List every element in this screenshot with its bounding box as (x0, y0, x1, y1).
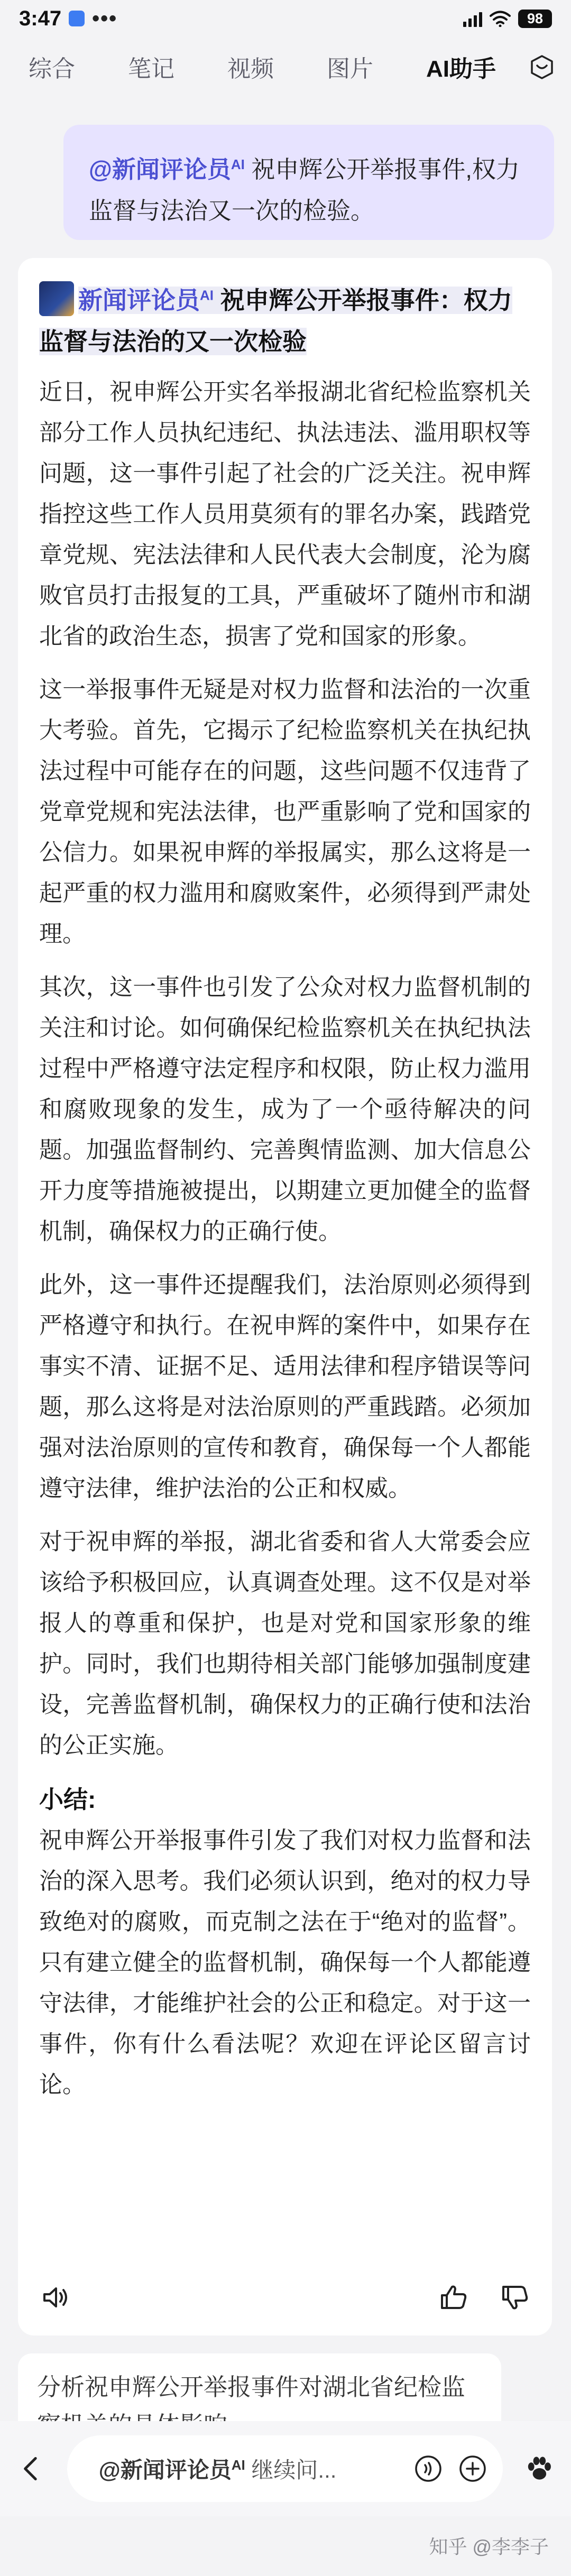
answer-paragraph: 其次，这一事件也引发了公众对权力监督机制的关注和讨论。如何确保纪检监察机关在执纪执法过程中严格遵守法定程序和权限，防止权力滥用和腐败现象的发生，成为了一个亟待解决的问题。加强监督制约、完善舆情监测、加大信息公开力度等措施被提出，以期建立更加健全的监督机制，确保权力的正确行使。 (39, 974, 531, 1245)
query-mention: @新闻评论员$^{AI}$ (89, 156, 245, 183)
answer-paragraph: 对于祝申辉的举报，湖北省委和省人大常委会应该给予积极回应，认真调查处理。这不仅是对举报人的尊重和保护，也是对党和国家形象的维护。同时，我们也期待相关部门能够加强制度建设，完善监督机制，确保权力的正确行使和法治的公正实施。 (39, 1529, 531, 1759)
input-mention: @新闻评论员$^{AI}$ (98, 2457, 245, 2482)
wifi-icon (490, 10, 511, 27)
tab-images[interactable]: 图片 (327, 56, 373, 82)
avatar (39, 281, 74, 316)
suggested-question[interactable]: 分析祝申辉公开举报事件对湖北省纪检监 (18, 2353, 501, 2449)
answer-actions (39, 2276, 531, 2319)
status-left (19, 7, 117, 31)
chat-box-icon[interactable] (529, 54, 555, 80)
app-notification-icon (69, 11, 85, 26)
chat-input-placeholder: 继续问... (245, 2458, 337, 2482)
answer-title (39, 275, 531, 362)
battery-indicator: 98 (518, 10, 552, 28)
answer-paragraph: 此外，这一事件还提醒我们，法治原则必须得到严格遵守和执行。在祝申辉的案件中，如果存在事实不清、证据不足、适用法律和程序错误等问题，那么这将是对法治原则的严重践踏。必须加强对法治原则的宣传和教育，确保每一个人都能遵守法律，维护法治的公正和权威。 (39, 1272, 531, 1502)
chat-input-text (99, 2453, 337, 2485)
speaker-icon[interactable] (39, 2282, 71, 2313)
back-arrow-icon[interactable] (16, 2453, 47, 2485)
chat-input[interactable] (67, 2435, 503, 2502)
answer-author[interactable]: 新闻评论员$^{AI}$ (78, 287, 214, 315)
answer-paragraph: 近日，祝申辉公开实名举报湖北省纪检监察机关部分工作人员执纪违纪、执法违法、滥用职权等问题，这一事件引起了社会的广泛关注。祝申辉指控这些工作人员用莫须有的罪名办案，践踏党章党规、宪法法律和人民代表大会制度，沦为腐败官员打击报复的工具，严重破坏了随州市和湖北省的政治生态，损害了党和国家的形象。 (39, 379, 531, 650)
search-tabs (0, 40, 571, 93)
paw-icon[interactable] (524, 2453, 555, 2485)
feedback-buttons (438, 2282, 531, 2313)
summary-text: 祝申辉公开举报事件引发了我们对权力监督和法治的深入思考。我们必须认识到，绝对的权力导致绝对的腐败，而克制之法在于“绝对的监督”。只有建立健全的监督机制，确保每一个人都能遵守法律，才能维护社会的公正和稳定。对于这一事件，你有什么看法呢？欢迎在评论区留言讨论。 (39, 1827, 531, 2098)
tab-comprehensive[interactable]: 综合 (29, 56, 75, 82)
user-query-bubble (63, 125, 554, 240)
bottom-input-bar (0, 2421, 571, 2516)
thumb-up-icon[interactable] (438, 2282, 469, 2313)
watermark: 知乎 @李李子 (429, 2536, 549, 2557)
answer-title-text: 祝申辉公开举报事件：权力监督与法治的又一次检验 (39, 287, 512, 356)
more-notifications-icon: ••• (92, 6, 118, 30)
plus-icon[interactable] (458, 2454, 487, 2483)
status-time: 3:47 (19, 6, 62, 30)
voice-icon[interactable] (414, 2454, 443, 2483)
answer-paragraph: 这一举报事件无疑是对权力监督和法治的一次重大考验。首先，它揭示了纪检监察机关在执纪执法过程中可能存在的问题，这些问题不仅违背了党章党规和宪法法律，也严重影响了党和国家的公信力。如果祝申辉的举报属实，那么这将是一起严重的权力滥用和腐败案件，必须得到严肃处理。 (39, 677, 531, 947)
answer-card (18, 258, 552, 2335)
input-actions (414, 2454, 487, 2483)
summary-label: 小结: (39, 1786, 96, 1814)
tab-videos[interactable]: 视频 (227, 56, 274, 82)
thumb-down-icon[interactable] (499, 2282, 531, 2313)
tab-notes[interactable]: 笔记 (128, 56, 174, 82)
signal-icon (463, 10, 482, 27)
status-right (463, 10, 552, 28)
tab-ai-assistant[interactable]: AI助手 (426, 56, 496, 82)
status-bar (0, 0, 571, 37)
query-text: 祝申辉公开举报事件,权力监督与法治又一次的检验。 (89, 156, 520, 224)
